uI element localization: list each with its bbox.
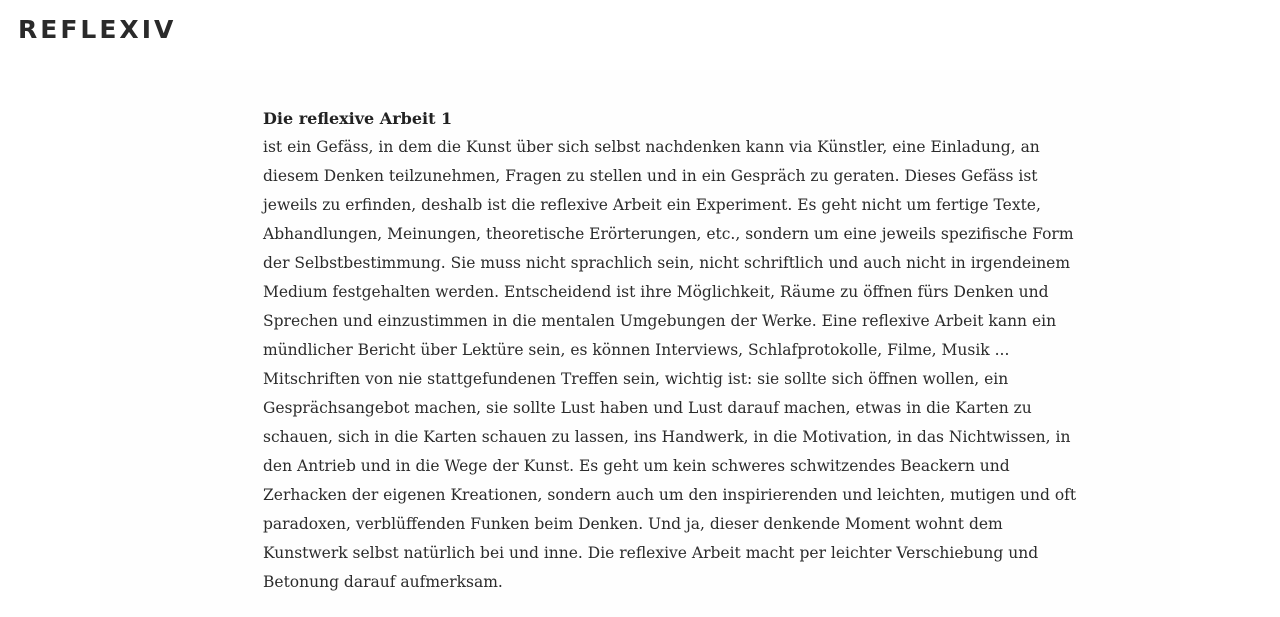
body-line: den Antrieb und in die Wege der Kunst. Es geht um kein schweres schwitzendes Beackern und	[263, 457, 1010, 475]
body-line: der Selbstbestimmung. Sie muss nicht sprachlich sein, nicht schriftlich und auch nicht in irgendeinem	[263, 254, 1071, 272]
site-logo[interactable]: REFLEXIV	[18, 15, 177, 44]
body-line: Betonung darauf aufmerksam.	[263, 573, 503, 591]
body-line: Zerhacken der eigenen Kreationen, sondern auch um den inspirierenden und leichten, mutigen und oft	[263, 486, 1077, 504]
body-line: mündlicher Bericht über Lektüre sein, es können Interviews, Schlafprotokolle, Filme, Musik ...	[263, 341, 1010, 359]
body-line: paradoxen, verblüffenden Funken beim Denken. Und ja, dieser denkende Moment wohnt dem	[263, 515, 1003, 533]
article-body	[263, 133, 1208, 597]
body-line: schauen, sich in die Karten schauen zu lassen, ins Handwerk, in die Motivation, in das Nichtwissen, in	[263, 428, 1071, 446]
body-line: Sprechen und einzustimmen in die mentalen Umgebungen der Werke. Eine reflexive Arbeit kann ein	[263, 312, 1057, 330]
body-line: Abhandlungen, Meinungen, theoretische Erörterungen, etc., sondern um eine jeweils spezifische Form	[263, 225, 1074, 243]
body-line: Mitschriften von nie stattgefundenen Treffen sein, wichtig ist: sie sollte sich öffnen wollen, ein	[263, 370, 1009, 388]
article	[263, 104, 1208, 597]
body-line: ist ein Gefäss, in dem die Kunst über sich selbst nachdenken kann via Künstler, eine Einladung, an	[263, 138, 1040, 156]
article-title: Die reflexive Arbeit 1	[263, 109, 453, 128]
body-line: Medium festgehalten werden. Entscheidend ist ihre Möglichkeit, Räume zu öffnen fürs Denken und	[263, 283, 1049, 301]
body-line: Gesprächsangebot machen, sie sollte Lust haben und Lust darauf machen, etwas in die Karten zu	[263, 399, 1032, 417]
body-line: Kunstwerk selbst natürlich bei und inne. Die reflexive Arbeit macht per leichter Verschiebung und	[263, 544, 1039, 562]
body-line: jeweils zu erfinden, deshalb ist die reflexive Arbeit ein Experiment. Es geht nicht um fertige Texte,	[263, 196, 1041, 214]
body-line: diesem Denken teilzunehmen, Fragen zu stellen und in ein Gespräch zu geraten. Dieses Gefäss ist	[263, 167, 1038, 185]
